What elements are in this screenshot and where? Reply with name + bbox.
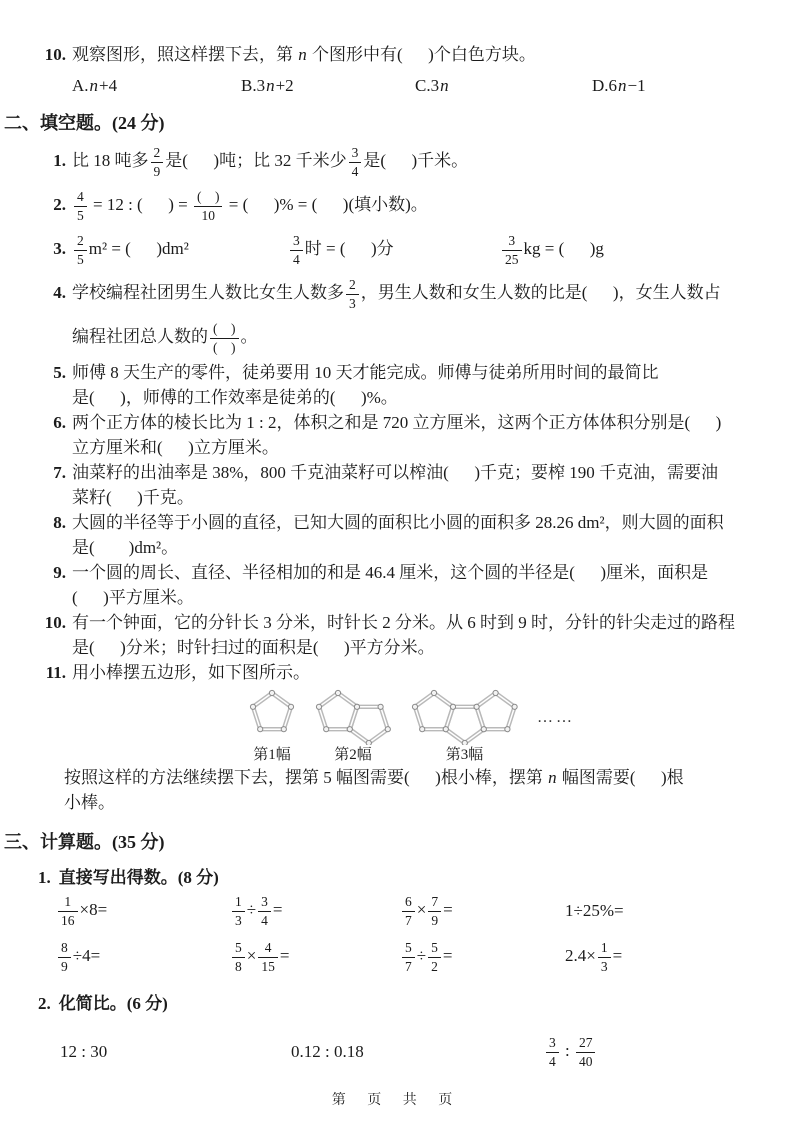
section-header-fill [4, 109, 793, 135]
section-header-calc [4, 828, 793, 854]
choice-option: A.n+4 [72, 76, 118, 95]
variable: n [266, 76, 275, 95]
fraction: $\frac{4}{5}$ [74, 189, 87, 223]
subsection-score: (8 分) [177, 868, 219, 888]
choice-options-row [72, 76, 779, 96]
question-number: 5. [53, 363, 66, 383]
question-line: 6. 两个正方体的棱长比为 1 : 2，体积之和是 720 立方厘米，这两个正方体体积分别是( ) [72, 410, 779, 435]
question-line: 菜籽( )千克。 [72, 488, 194, 508]
question-line: 是( )dm²。 [72, 538, 179, 558]
calc-expression: 2.4× $\frac{1}{3}$ = [565, 940, 623, 974]
choice-question-10 [0, 42, 793, 96]
calc-row [0, 888, 793, 934]
fill-question [0, 460, 793, 510]
question-number: 7. [53, 463, 66, 483]
calc-expression: $\frac{1}{16}$ ×8= [56, 889, 230, 933]
ratio-item: 0.12 : 0.18 [291, 1042, 364, 1062]
direct-computation-grid [0, 888, 793, 980]
question-number: 6. [53, 413, 66, 433]
fraction: $\frac{8}{9}$ [58, 940, 71, 974]
fill-question [0, 360, 793, 410]
question-line: 按照这样的方法继续摆下去，摆第 5 幅图需要( )根小棒，摆第 n 幅图需要( )根 [64, 768, 684, 788]
fraction: $\frac{5}{7}$ [402, 940, 415, 974]
fill-question [0, 140, 793, 184]
figure-label: 第2幅 [334, 747, 372, 764]
pentagon-figure-2-drawing [314, 689, 392, 745]
question-number: 10. [44, 613, 66, 633]
variable: n [440, 76, 449, 95]
calc-row [0, 934, 793, 980]
question-line: ( )平方厘米。 [72, 588, 194, 608]
question-line: 10. 有一个钟面，它的分针长 3 分米，时针长 2 分米。从 6 时到 9 时，分针的针尖走过的路程 [72, 610, 779, 635]
pentagon-figure-1 [248, 689, 296, 763]
page-footer: 第 页 共 页 [331, 1093, 462, 1108]
question-number: 3. [53, 238, 66, 258]
fraction: $\frac{1}{16}$ [58, 894, 78, 928]
subsection-score: (6 分) [126, 994, 168, 1014]
ratio-item: $\frac{3}{4}$ : $\frac{27}{40}$ [544, 1030, 597, 1074]
variable: n [618, 76, 627, 95]
choice-option: D.6n−1 [592, 76, 646, 95]
unit-conversion-item: $\frac{3}{25}$ kg = ( )g [500, 228, 604, 272]
figure-label: 第3幅 [445, 747, 484, 764]
calc-expression: $\frac{8}{9}$ ÷4= [56, 935, 230, 979]
fill-question [0, 184, 793, 228]
question-line: 9. 一个圆的周长、直径、半径相加的和是 46.4 厘米，这个圆的半径是( )厘米，面积是 [72, 560, 779, 585]
question-line: 编程社团总人数的 $\frac{( )}{( )}$ 。 [72, 321, 258, 355]
question-line: 立方厘米和( )立方厘米。 [72, 438, 279, 458]
pentagon-figure-3 [410, 689, 519, 763]
fraction: $\frac{27}{40}$ [576, 1035, 596, 1069]
question-text: 观察图形，照这样摆下去，第 n 个图形中有( )个白色方块。 [72, 45, 536, 64]
variable: n [298, 45, 307, 64]
question-number: 4. [53, 283, 66, 303]
calc-expression: $\frac{5}{7}$ ÷ $\frac{5}{2}$ = [400, 935, 565, 979]
unit-conversion-item: 3. $\frac{2}{5}$ m² = ( )dm² [72, 228, 288, 272]
unit-conversion-item: $\frac{3}{4}$ 时 = ( )分 [288, 228, 500, 272]
fraction: $\frac{3}{25}$ [502, 233, 522, 267]
pentagon-figure-3-drawing [410, 689, 519, 745]
fraction: $\frac{7}{9}$ [428, 894, 441, 928]
question-line: 2. $\frac{4}{5}$ = 12 : ( ) = $\frac{( )}{10}$ = ( )% = ( )(填小数)。 [72, 184, 779, 228]
question-line: 5. 师傅 8 天生产的零件，徒弟要用 10 天才能完成。师傅与徒弟所用时间的最简比 [72, 360, 779, 385]
subsection-number: 1. [38, 868, 51, 888]
three-column-line [53, 228, 779, 272]
fill-question [0, 510, 793, 560]
fraction: $\frac{2}{9}$ [151, 145, 164, 179]
fraction: $\frac{( )}{10}$ [194, 189, 223, 223]
fill-question [0, 410, 793, 460]
calc-expression: $\frac{5}{8}$ × $\frac{4}{15}$ = [230, 935, 400, 979]
question-line: 是( )，师傅的工作效率是徒弟的( )%。 [72, 388, 398, 408]
fraction: $\frac{2}{5}$ [74, 233, 87, 267]
ratio-items-row [0, 1030, 793, 1074]
choice-option: C.3n [415, 76, 449, 95]
question-line: 4. 学校编程社团男生人数比女生人数多 $\frac{2}{3}$ ，男生人数和女生人数的比是( )，女生人数占 [72, 272, 779, 316]
fraction: $\frac{3}{4}$ [546, 1035, 559, 1069]
figure-followup [0, 765, 793, 815]
question-number: 2. [53, 194, 66, 214]
subsection-label: 化简比。 [58, 994, 127, 1014]
question-line: 1. 比 18 吨多 $\frac{2}{9}$ 是( )吨；比 32 千米少 $\frac{3}{4}$ 是( )千米。 [72, 140, 779, 184]
question-number: 11. [45, 663, 66, 683]
choice-option: B.3n+2 [241, 76, 294, 95]
calc-expression: 1÷25%= [565, 901, 624, 921]
fill-questions-list [0, 140, 793, 685]
question-number: 1. [53, 150, 66, 170]
fraction: $\frac{3}{4}$ [258, 894, 271, 928]
pentagon-figure-row [248, 689, 793, 763]
fraction: $\frac{( )}{( )}$ [210, 321, 239, 355]
fraction: $\frac{6}{7}$ [402, 894, 415, 928]
subsection-label: 直接写出得数。 [58, 868, 178, 888]
section-title: 三、计算题。 [4, 832, 112, 853]
section-score: (35 分) [112, 832, 165, 853]
calc-expression: $\frac{6}{7}$ × $\frac{7}{9}$ = [400, 889, 565, 933]
fraction: $\frac{5}{2}$ [428, 940, 441, 974]
fraction: $\frac{4}{15}$ [258, 940, 278, 974]
fraction: $\frac{1}{3}$ [232, 894, 245, 928]
subsection-direct-computation [38, 863, 793, 888]
subsection-number: 2. [38, 994, 51, 1014]
fraction: $\frac{5}{8}$ [232, 940, 245, 974]
fill-question [0, 228, 793, 272]
fill-question [0, 560, 793, 610]
fill-question [0, 610, 793, 660]
fill-question [0, 660, 793, 685]
figure-label: 第1幅 [253, 747, 291, 764]
question-number: 9. [53, 563, 66, 583]
variable: n [89, 76, 99, 95]
question-line: 11. 用小棒摆五边形，如下图所示。 [72, 660, 779, 685]
question-line: 8. 大圆的半径等于小圆的直径，已知大圆的面积比小圆的面积多 28.26 dm²，则大圆的面积 [72, 510, 779, 535]
question-line: 小棒。 [64, 793, 115, 813]
question-line: 是( )分米；时针扫过的面积是( )平方分米。 [72, 638, 435, 658]
calc-expression: $\frac{1}{3}$ ÷ $\frac{3}{4}$ = [230, 889, 400, 933]
fraction: $\frac{3}{4}$ [349, 145, 362, 179]
fraction: $\frac{2}{3}$ [346, 277, 359, 311]
question-number: 10. [44, 45, 66, 64]
fraction: $\frac{1}{3}$ [598, 940, 611, 974]
ratio-item: 12 : 30 [60, 1042, 108, 1062]
question-line [44, 42, 779, 67]
variable: n [548, 768, 557, 788]
ellipsis-dots: …… [537, 709, 575, 727]
section-score: (24 分) [112, 113, 165, 133]
question-line: 7. 油菜籽的出油率是 38%，800 千克油菜籽可以榨油( )千克；要榨 190 千克油，需要油 [72, 460, 779, 485]
pentagon-figure-1-drawing [248, 689, 296, 745]
fraction: $\frac{3}{4}$ [290, 233, 303, 267]
pentagon-figure-2 [314, 689, 392, 763]
subsection-simplify-ratio [38, 989, 793, 1014]
question-number: 8. [53, 513, 66, 533]
section-title: 二、填空题。 [4, 113, 112, 133]
fill-question [0, 272, 793, 360]
